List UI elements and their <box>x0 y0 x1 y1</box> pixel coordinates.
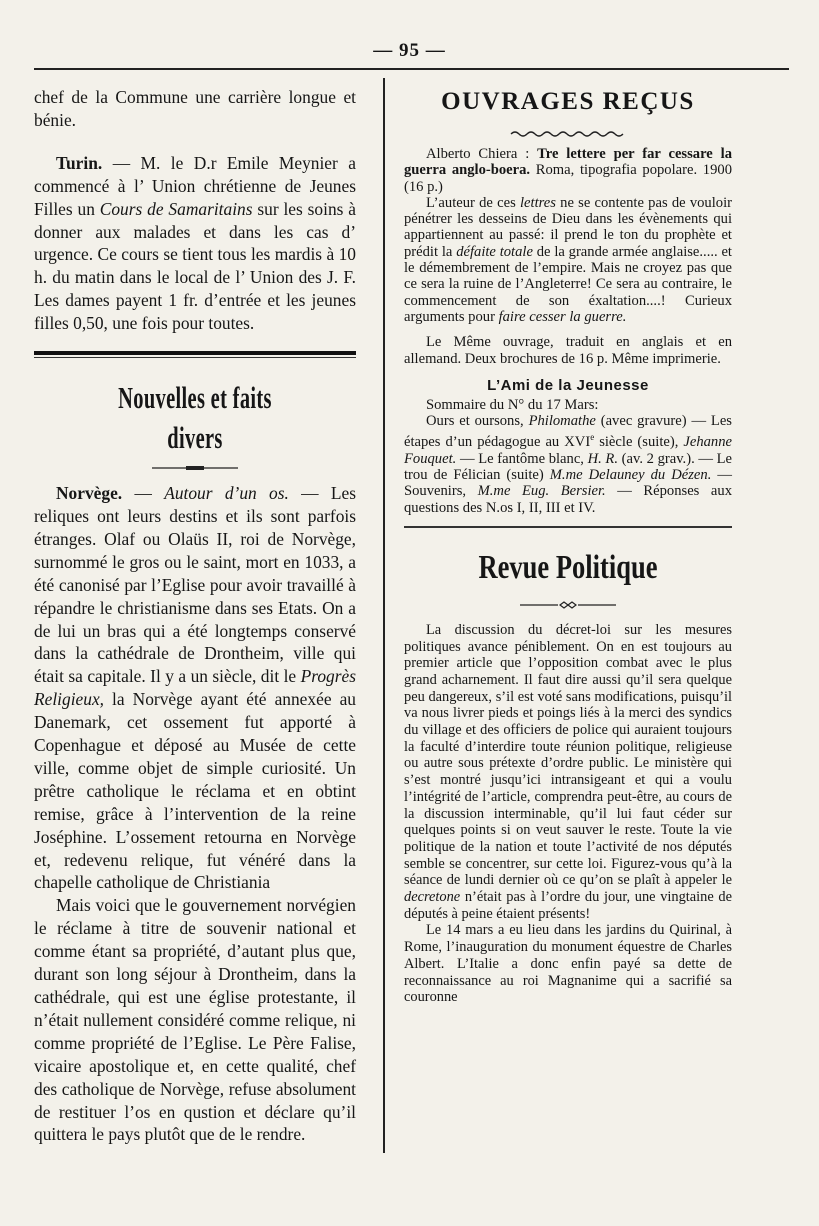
text-span: siècle (suite), <box>594 434 684 451</box>
paragraph-revue-1 <box>404 622 732 923</box>
italic-span: decretone <box>404 889 461 906</box>
runin-turin: Turin. <box>56 152 103 173</box>
runin-norvege: Norvège. <box>56 483 123 504</box>
text-span: la Norvège ayant été annexée au Danemark, cet ossement fut apporté à Copenhague et déposé au Musée de cette ville, comme objet de simple curiosité. Un prêtre catholique le réclama et en obtint remise, grâce à l’intervention de la reine Joséphine. L’ossement retourna en Norvège et, redevenu relique, fut vénéré dans la chapelle catholique de Christiania <box>34 689 356 893</box>
italic-span: M.me Delauney du Dézen. <box>549 466 712 483</box>
text-span: — Souvenirs, <box>404 466 732 500</box>
text-span: Roma, tipografia popolare. 1900 (16 p.) <box>404 162 732 195</box>
text-span: ne se contente pas de vouloir pénétrer les desseins de Dieu dans les évènements qui appartiennent au passé: il prend le ton du prophète et prédit la <box>404 194 732 260</box>
section-heading-nouvelles: Nouvelles et faits divers <box>118 380 272 456</box>
paragraph-turin <box>34 152 356 335</box>
sommaire-line: Sommaire du N° du 17 Mars: <box>426 396 599 413</box>
paragraph-revue-2: Le 14 mars a eu lieu dans les jardins du Quirinal, à Rome, l’inauguration du monument équestre de Charles Albert. L’Italie a donc enfin payé sa dette de reconnaissance au roi Magnanime qui a sacrifié sa couronne <box>404 922 732 1006</box>
entry-chiera <box>404 146 732 195</box>
heading-ami-jeunesse: L’Ami de la Jeunesse <box>487 376 649 394</box>
ornament-diamond <box>518 600 618 610</box>
header-rule <box>34 68 789 70</box>
sommaire-contents <box>404 413 732 516</box>
right-column <box>404 86 732 1006</box>
italic-span: Jehanne Fouquet. <box>404 434 732 467</box>
italic-span: Progrès Religieux, <box>34 666 356 710</box>
text-span: Ours et oursons, <box>426 413 529 430</box>
left-column <box>34 86 356 1146</box>
paragraph-mais: Mais voici que le gouvernement norvégien le réclame à titre de souvenir national et comme étant sa propriété, d’autant plus que, durant son long séjour à Drontheim, dans la cathédrale, qui est une église protestante, il n’était nullement considéré comme relique, ni comme propriété de l’Eglise. Le Père Falise, vicaire apostolique et, en cette qualité, chef des catholique de Norvège, refuse absolument de restituer l’os en qustion et déclare qu’il quittera le pays plutôt que de le rendre. <box>34 895 356 1145</box>
superscript: e <box>590 432 595 443</box>
ornament-wave <box>509 128 627 138</box>
bold-span: Tre lettere per far cessare la guerra anglo-boera. <box>404 146 732 179</box>
text-span: — Réponses aux questions des N.os I, II, III et IV. <box>404 483 732 516</box>
italic-span: lettres <box>519 194 556 211</box>
text-span: — Les reliques ont leurs destins et ils sont parfois étranges. Olaf ou Olaüs II, roi de Norvège, surnommé le gros ou le saint, mort en 1033, a été canonisé par l’Eglise pour avoir travaillé à répandre le christianisme dans ses Etats. On a de lui un bras qui a été longtemps conservé dans la cathédrale de Drontheim, ville qui était sa capitale. Il y a un siècle, dit le <box>34 483 356 687</box>
text-span: — <box>122 483 165 504</box>
text-span: Alberto Chiera : <box>426 146 538 162</box>
italic-span: Autour d’un os. <box>164 483 289 504</box>
text-span: — Le fantôme blanc, <box>456 450 588 467</box>
italic-span: Philomathe <box>528 413 596 430</box>
paragraph-meme: Le Même ouvrage, traduit en anglais et en allemand. Deux brochures de 16 p. Même imprimerie. <box>404 334 732 367</box>
text-span: n’était pas à l’ordre du jour, une vingtaine de députés à peine étaient présents! <box>404 889 732 922</box>
italic-span: faire cesser la guerre. <box>498 308 627 325</box>
text-span: La discussion du décret-loi sur les mesures politiques avance péniblement. On en est toujours au premier article que l’opposition combat avec le plus grand acharnement. Il faut dire aussi qu’il sera quelque peu dangereux, s’il est voté sans modifications, puisqu’il va nous livrer pieds et poings liés à la merci des syndics du village et des officiers de police qui auraient toujours la faculté d’interdire toute réunion politique, religieuse ou autre sous prétexte d’ordre public. Le ministère qui s’est montré jusqu’ici intransigeant et qui a voulu l’intégrité de l’article, comprendra peut-être, au cours de la discussion interminable, qu’il lui faut céder sur quelques points si on veut sauver le reste. Toute la vie politique de la nation et toute l’activité de nos députés semble se concentrer, sur cette loi. Figurez-vous qu’à la séance de lundi dernier où ce qu’on se plaît à appeler le <box>404 621 732 889</box>
section-heading-ouvrages: OUVRAGES REÇUS <box>441 88 695 115</box>
text-span: sur les soins à donner aux malades et dans les cas d’ urgence. Ce cours se tient tous les mardis à 10 h. du matin dans le local de l’ Union des J. F. Les dames payent 1 fr. d’entrée et les jeunes filles 0,50, une fois pour toutes. <box>34 198 356 334</box>
column-divider <box>383 78 385 1153</box>
text-span: — M. le D.r Emile Meynier a commencé à l’ Union chrétienne de Jeunes Filles un <box>34 152 356 219</box>
italic-span: défaite totale <box>456 243 533 260</box>
ornament-dash <box>150 464 240 472</box>
section-heading-revue: Revue Politique <box>478 548 658 586</box>
text-span: L’auteur de ces <box>426 194 520 211</box>
text-span: de la grande armée anglaise..... et le démembrement de l’empire. Mais ne croyez pas que ce sera la ruine de l’Angleterre! Ce sera au contraire, le commencement de son éxaltation....! Curieux arguments pour <box>404 243 732 325</box>
text-span: (av. 2 grav.). — Le trou de Félician (suite) <box>404 450 732 483</box>
paragraph-norvege <box>34 482 356 894</box>
italic-span: Cours de Samaritains <box>99 198 253 219</box>
text-span: (avec gravure) — Les étapes d’un pédagogue au XVI <box>404 413 732 451</box>
italic-span: H. R. <box>587 450 618 467</box>
paragraph-auteur <box>404 195 732 325</box>
page-number: — 95 — <box>373 40 446 61</box>
italic-span: M.me Eug. Bersier. <box>477 483 606 500</box>
paragraph-commune: chef de la Commune une carrière longue et bénie. <box>34 87 356 130</box>
